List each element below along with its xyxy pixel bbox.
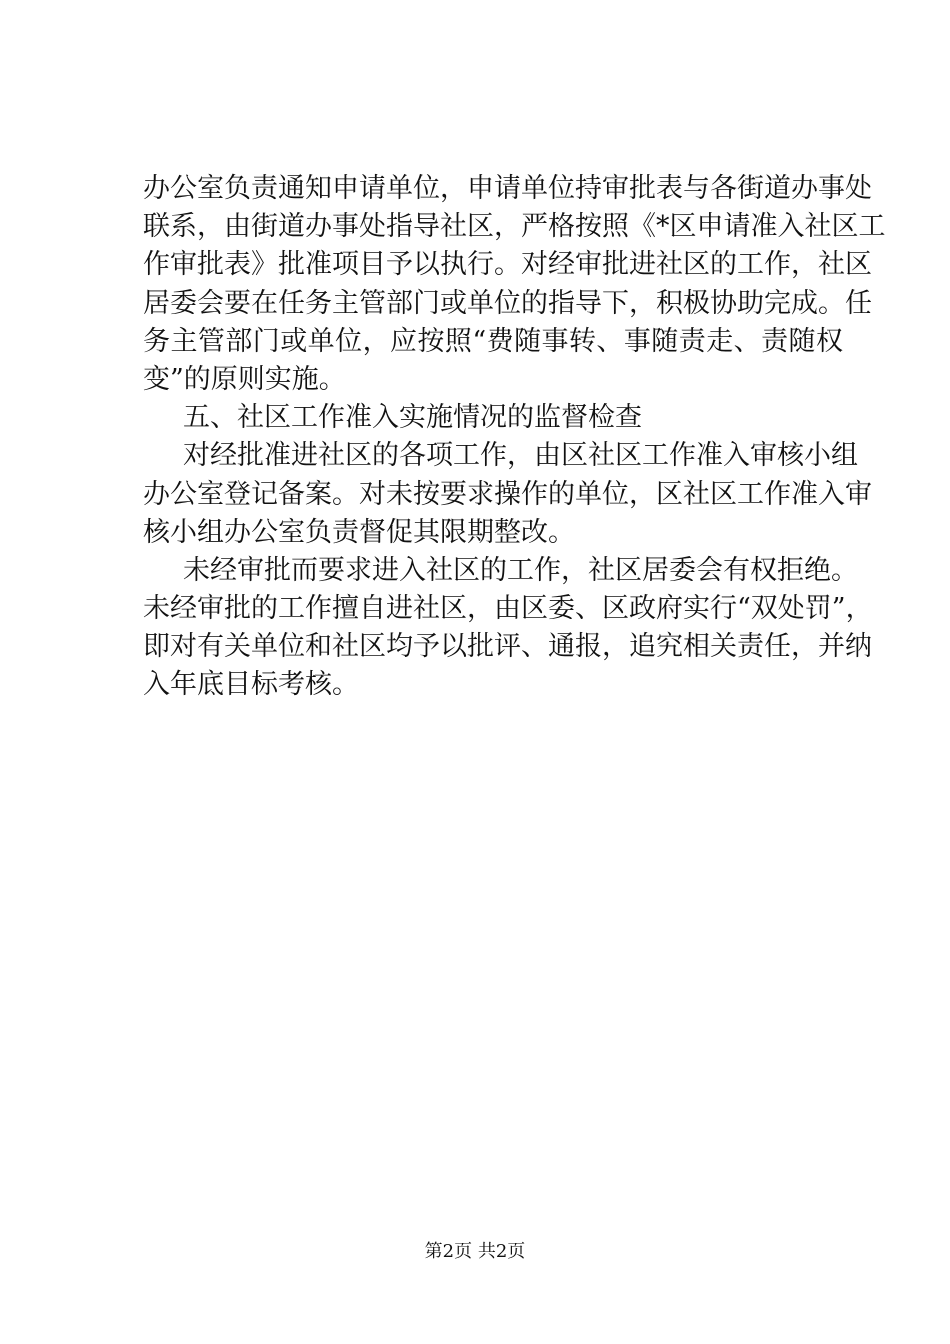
body-line: 作审批表》批准项目予以执行。对经审批进社区的工作，社区 xyxy=(143,249,872,281)
body-line: 变”的原则实施。 xyxy=(143,363,346,395)
body-line: 即对有关单位和社区均予以批评、通报，追究相关责任，并纳 xyxy=(143,631,872,663)
body-line: 核小组办公室负责督促其限期整改。 xyxy=(143,516,575,548)
body-line: 居委会要在任务主管部门或单位的指导下，积极协助完成。任 xyxy=(143,287,872,319)
page-number-footer: 第2页 共2页 xyxy=(424,1241,526,1262)
body-line: 未经审批的工作擅自进社区，由区委、区政府实行“双处罚”， xyxy=(143,593,873,625)
body-line: 务主管部门或单位，应按照“费随事转、事随责走、责随权 xyxy=(143,325,843,357)
body-line: 办公室登记备案。对未按要求操作的单位，区社区工作准入审 xyxy=(143,478,872,510)
body-line: 办公室负责通知申请单位，申请单位持审批表与各街道办事处 xyxy=(143,173,872,204)
document-body xyxy=(143,170,886,705)
body-line: 入年底目标考核。 xyxy=(143,669,359,701)
body-line: 联系，由街道办事处指导社区，严格按照《*区申请准入社区工 xyxy=(143,211,886,243)
body-line: 对经批准进社区的各项工作，由区社区工作准入审核小组 xyxy=(183,440,858,472)
body-line: 未经审批而要求进入社区的工作，社区居委会有权拒绝。 xyxy=(183,554,858,586)
section-heading: 五、社区工作准入实施情况的监督检查 xyxy=(183,402,642,434)
